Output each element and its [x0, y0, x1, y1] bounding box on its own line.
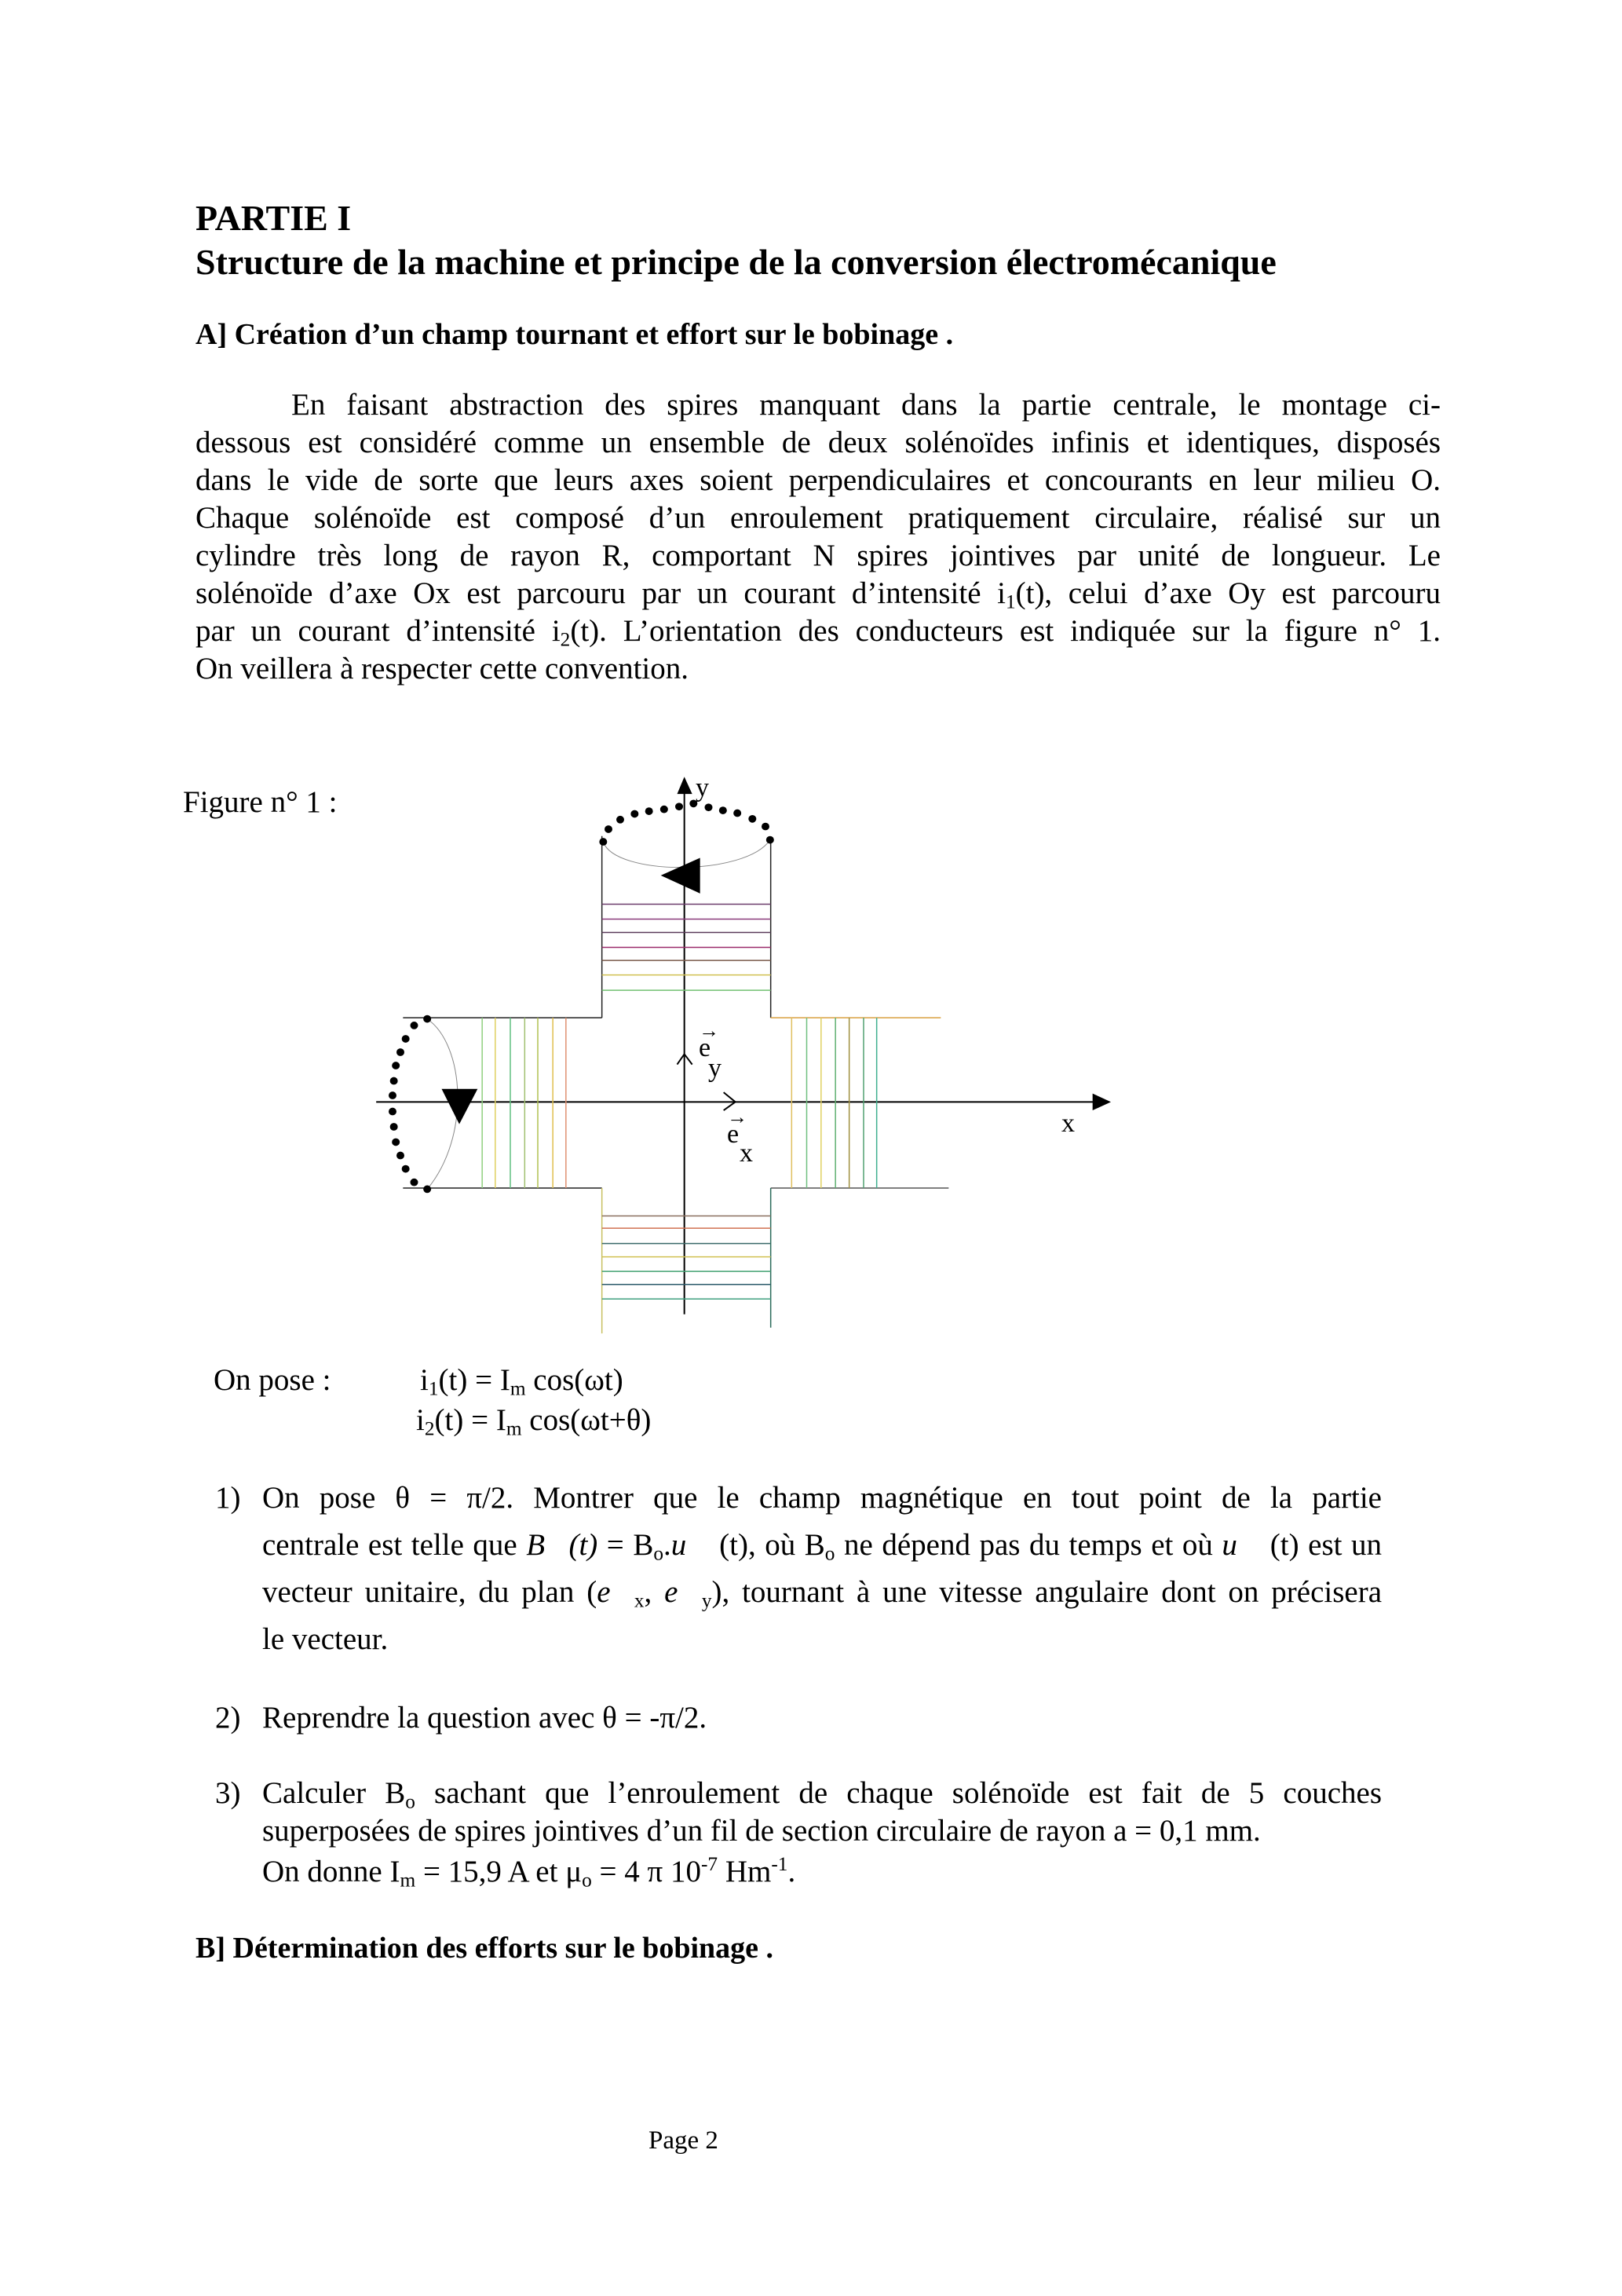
subscript: o — [582, 1869, 592, 1892]
subscript: o — [824, 1542, 835, 1565]
question-3 — [262, 1775, 1382, 1891]
equation-i2 — [416, 1402, 651, 1439]
question-number: 2) — [215, 1701, 241, 1735]
text-run: On donne I — [262, 1855, 400, 1888]
text-run: (t) = I — [434, 1403, 506, 1437]
text-run: ), tournant à une vitesse angulaire dont on précisera — [711, 1575, 1383, 1609]
text-run: = B — [597, 1528, 654, 1562]
top-current-arrow-icon — [661, 858, 700, 894]
x-axis-label: x — [1061, 1109, 1075, 1138]
question-line — [262, 1695, 707, 1742]
question-line — [262, 1812, 1382, 1850]
ex-vector-label: e — [727, 1120, 740, 1149]
subscript: o — [405, 1790, 415, 1813]
text-run: sachant que l’enroulement de chaque solénoïde est fait de 5 couches — [415, 1776, 1382, 1810]
superscript: -7 — [700, 1853, 718, 1876]
paragraph-line — [195, 424, 1441, 462]
question-2 — [262, 1695, 707, 1742]
text-run: . — [663, 1528, 671, 1562]
paragraph-line — [195, 612, 1441, 650]
text-run: (t) = I — [438, 1363, 510, 1397]
bottom-solenoid-windings — [602, 1216, 771, 1300]
text-run: solénoïde d’axe Ox est parcouru par un courant d’intensité i — [195, 576, 1006, 610]
question-1 — [262, 1475, 1382, 1663]
subscript: m — [400, 1869, 416, 1892]
right-solenoid-windings — [791, 1018, 876, 1188]
section-a-heading: A] Création d’un champ tournant et effort sur le bobinage . — [195, 318, 954, 351]
superscript: -1 — [771, 1853, 788, 1876]
paragraph-line — [195, 462, 1441, 499]
subscript: 2 — [560, 628, 571, 651]
text-run: (t) est un — [1261, 1528, 1382, 1562]
text-run: cylindre très long de rayon R, comportant N spires jointives par unité de longueur. Le — [195, 539, 1441, 572]
text-run: Calculer B — [262, 1776, 406, 1810]
subscript: y — [701, 1589, 712, 1612]
top-solenoid-windings — [602, 904, 771, 990]
question-number: 1) — [215, 1481, 241, 1515]
paragraph-line — [195, 650, 1441, 688]
text-run: Reprendre la question avec θ = -π/2. — [262, 1701, 707, 1735]
part-subtitle: Structure de la machine et principe de la conversion électromécanique — [195, 242, 1277, 282]
figure-label: Figure n° 1 : — [183, 785, 338, 819]
question-line — [262, 1775, 1382, 1812]
subscript: m — [510, 1377, 526, 1400]
paragraph-line — [195, 575, 1441, 612]
left-current-arrow-icon — [442, 1089, 478, 1124]
text-run: On veillera à respecter cette convention. — [195, 652, 689, 686]
text-run: Chaque solénoïde est composé d’un enroulement pratiquement circulaire, réalisé sur un — [195, 501, 1441, 535]
text-run: (t), celui d’axe Oy est parcouru — [1015, 576, 1441, 610]
text-run: superposées de spires jointives d’un fil de section circulaire de rayon a = 0,1 mm. — [262, 1814, 1261, 1848]
paragraph-line — [195, 537, 1441, 575]
paragraph-line — [195, 386, 1441, 424]
math-symbol: B⃗ — [526, 1528, 569, 1562]
subscript: 1 — [1005, 590, 1016, 613]
ey-vector-subscript: y — [708, 1054, 721, 1083]
text-run: dans le vide de sorte que leurs axes soient perpendiculaires et concourants en leur milieu O. — [195, 463, 1441, 497]
text-run: cos(ωt) — [525, 1363, 623, 1397]
question-number: 3) — [215, 1776, 241, 1810]
text-run: dessous est considéré comme un ensemble de deux solénoïdes infinis et identiques, disposés — [195, 426, 1441, 459]
intro-paragraph — [195, 386, 1441, 688]
text-run: En faisant abstraction des spires manquant dans la partie centrale, le montage ci- — [291, 388, 1441, 422]
ex-vector-arrow: → — [727, 1106, 747, 1128]
ex-vector-subscript: x — [740, 1139, 753, 1168]
text-run: = 15,9 A et μ — [415, 1855, 583, 1888]
y-axis-label: y — [696, 773, 709, 803]
on-pose-label: On pose : — [214, 1363, 331, 1397]
math-symbol: e⃗ — [664, 1575, 702, 1609]
question-line — [262, 1475, 1382, 1522]
text-run: (t), où B — [710, 1528, 825, 1562]
text-run: ne dépend pas du temps et où — [835, 1528, 1222, 1562]
left-solenoid-windings — [482, 1018, 566, 1188]
question-line — [262, 1522, 1382, 1569]
equation-i1 — [420, 1362, 623, 1399]
text-run: i — [420, 1363, 429, 1397]
paragraph-line — [195, 499, 1441, 537]
part-title: PARTIE I — [195, 198, 352, 238]
text-run: On pose θ = π/2. Montrer que le champ magnétique en tout point de la partie — [262, 1481, 1382, 1515]
question-line — [262, 1853, 1382, 1891]
subscript: o — [653, 1542, 664, 1565]
text-run: centrale est telle que — [262, 1528, 527, 1562]
ey-vector-label: e — [699, 1033, 711, 1062]
text-run: = 4 π 10 — [591, 1855, 701, 1888]
text-run: (t). L’orientation des conducteurs est indiquée sur la figure n° 1. — [570, 614, 1441, 648]
text-run: i — [416, 1403, 425, 1437]
subscript: x — [634, 1589, 645, 1612]
y-axis-arrow-icon — [678, 777, 692, 794]
text-run: vecteur unitaire, du plan ( — [262, 1575, 597, 1609]
math-symbol: u⃗ — [1222, 1528, 1262, 1562]
x-axis-arrow-icon — [1093, 1094, 1111, 1110]
question-line — [262, 1569, 1382, 1616]
text-run: . — [787, 1855, 796, 1888]
subscript: 2 — [424, 1417, 435, 1440]
text-run: par un courant d’intensité i — [195, 614, 561, 648]
math-symbol: (t) — [568, 1528, 598, 1562]
top-dotted-loop — [599, 799, 774, 845]
solenoid-figure — [157, 754, 1178, 1351]
subscript: m — [506, 1417, 522, 1440]
top-current-loop — [603, 840, 770, 868]
subscript: 1 — [428, 1377, 439, 1400]
math-symbol: u⃗ — [670, 1528, 711, 1562]
text-run: Hm — [718, 1855, 772, 1888]
page-number: Page 2 — [648, 2126, 718, 2155]
section-b-heading: B] Détermination des efforts sur le bobinage . — [195, 1932, 774, 1965]
solenoid-outline — [403, 836, 948, 1333]
math-symbol: e⃗ — [597, 1575, 634, 1609]
text-run: cos(ωt+θ) — [521, 1403, 652, 1437]
ey-vector-arrow: → — [699, 1019, 719, 1042]
question-line — [262, 1616, 1382, 1663]
text-run: , — [644, 1575, 665, 1609]
text-run: le vecteur. — [262, 1622, 389, 1656]
left-dotted-loop — [389, 1015, 431, 1194]
